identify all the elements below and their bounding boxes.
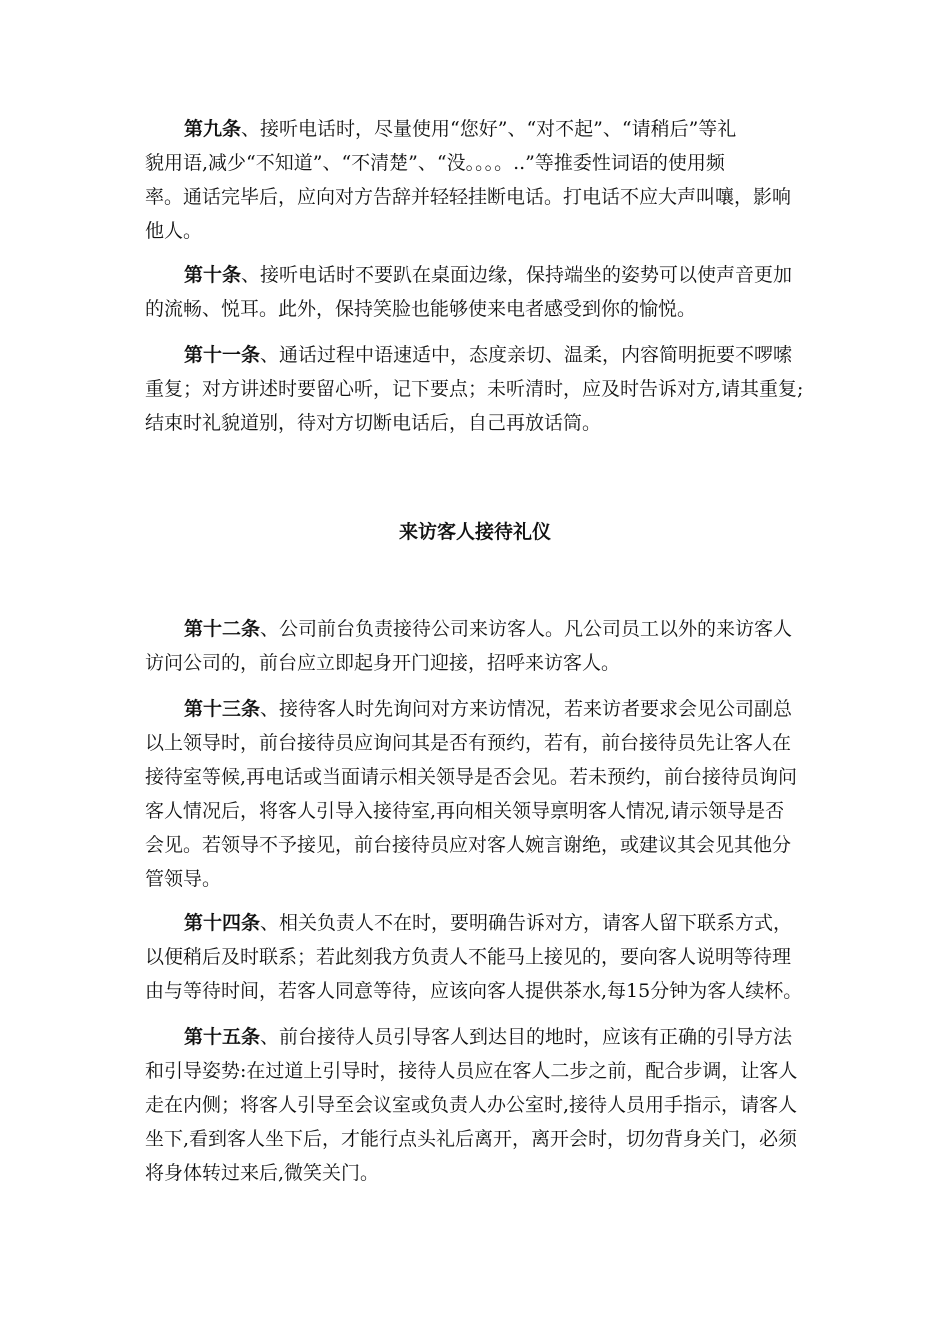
article-15-line-2: 和引导姿势:在过道上引导时，接待人员应在客人二步之前，配合步调，让客人	[145, 1060, 798, 1082]
article-10-line-1: 第十条、接听电话时不要趴在桌面边缘，保持端坐的姿势可以使声音更加	[184, 264, 793, 286]
article-14-line-2: 以便稍后及时联系；若此刻我方负责人不能马上接见的，要向客人说明等待理	[145, 946, 792, 968]
article-13-line-5: 会见。若领导不予接见，前台接待员应对客人婉言谢绝，或建议其会见其他分	[145, 834, 792, 856]
article-15-line-4: 坐下,看到客人坐下后，才能行点头礼后离开，离开会时，切勿背身关门，必须	[145, 1128, 798, 1150]
article-11-line-1: 第十一条、通话过程中语速适中，态度亲切、温柔，内容简明扼要不啰嗦	[184, 344, 793, 366]
article-13-line-6: 管领导。	[145, 868, 222, 890]
article-9-label: 第九条	[184, 118, 242, 140]
article-11-line-3: 结束时礼貌道别，待对方切断电话后，自己再放话筒。	[145, 412, 602, 434]
article-9-line-2: 貌用语,减少“不知道”、“不清楚”、“没。。。。..”等推委性词语的使用频	[145, 152, 725, 174]
article-15-label: 第十五条	[184, 1026, 261, 1048]
article-13-line-3: 接待室等候,再电话或当面请示相关领导是否会见。若未预约，前台接待员询问	[145, 766, 798, 788]
article-14-line-3: 由与等待时间，若客人同意等待，应该向客人提供茶水,每15分钟为客人续杯。	[145, 980, 803, 1002]
article-15-line-1: 第十五条、前台接待人员引导客人到达目的地时，应该有正确的引导方法	[184, 1026, 793, 1048]
article-13-line-1: 第十三条、接待客人时先询问对方来访情况，若来访者要求会见公司副总	[184, 698, 793, 720]
article-15-line-3: 走在内侧；将客人引导至会议室或负责人办公室时,接待人员用手指示，请客人	[145, 1094, 798, 1116]
article-10-line-2: 的流畅、悦耳。此外，保持笑脸也能够使来电者感受到你的愉悦。	[145, 298, 697, 320]
article-11-line-2: 重复；对方讲述时要留心听，记下要点；未听清时，应及时告诉对方,请其重复;	[145, 378, 804, 400]
article-13-label: 第十三条	[184, 698, 261, 720]
article-9-line-3: 率。通话完毕后，应向对方告辞并轻轻挂断电话。打电话不应大声叫嚷，影响	[145, 186, 792, 208]
article-9-line-1: 第九条、接听电话时，尽量使用“您好”、“对不起”、“请稍后”等礼	[184, 118, 737, 140]
article-14-label: 第十四条	[184, 912, 261, 934]
article-12-label: 第十二条	[184, 618, 261, 640]
article-13-line-2: 以上领导时，前台接待员应询问其是否有预约，若有，前台接待员先让客人在	[145, 732, 792, 754]
article-12-line-1: 第十二条、公司前台负责接待公司来访客人。凡公司员工以外的来访客人	[184, 618, 793, 640]
article-9-line-4: 他人。	[145, 220, 203, 242]
article-14-line-1: 第十四条、相关负责人不在时，要明确告诉对方，请客人留下联系方式，	[184, 912, 793, 934]
article-10-label: 第十条	[184, 264, 242, 286]
article-12-line-2: 访问公司的，前台应立即起身开门迎接，招呼来访客人。	[145, 652, 621, 674]
article-11-label: 第十一条	[184, 344, 261, 366]
article-13-line-4: 客人情况后，将客人引导入接待室,再向相关领导禀明客人情况,请示领导是否	[145, 800, 785, 822]
section-title: 来访客人接待礼仪	[398, 521, 551, 543]
article-15-line-5: 将身体转过来后,微笑关门。	[145, 1162, 380, 1184]
